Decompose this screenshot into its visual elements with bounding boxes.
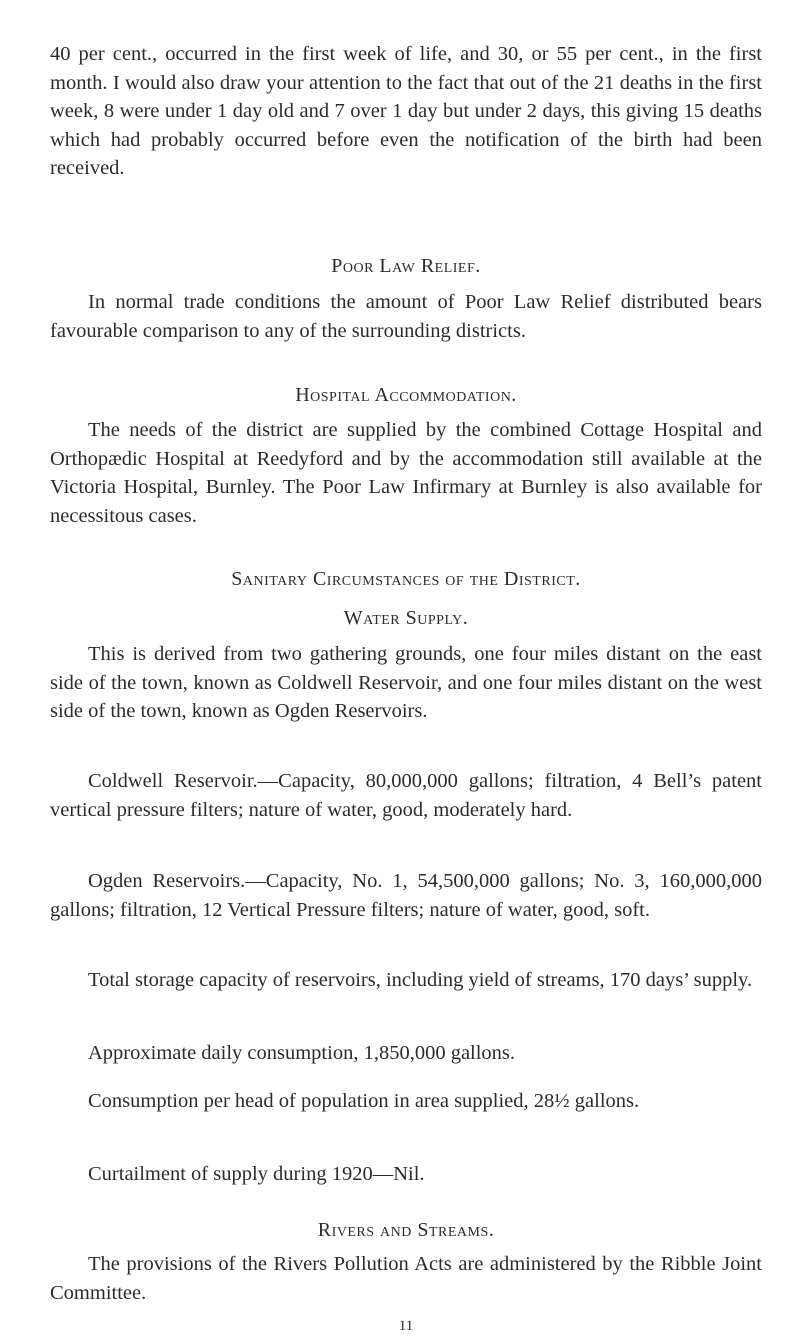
heading-water-supply: Water Supply.: [343, 607, 469, 629]
paragraph-rivers-pollution: The provisions of the Rivers Pollution Acts are administered by the Ribble Joint Committee.: [50, 1253, 762, 1304]
paragraph-coldwell-reservoir: Coldwell Reservoir.—Capacity, 80,000,000 gallons; filtration, 4 Bell’s patent vertical pressure filters; nature of water, good, moderately hard.: [50, 770, 762, 821]
paragraph-poor-law-relief: In normal trade conditions the amount of Poor Law Relief distributed bears favourable comparison to any of the surrounding districts.: [50, 291, 762, 342]
paragraph-consumption-per-head: Consumption per head of population in area supplied, 28½ gallons.: [88, 1090, 640, 1112]
page-number: 11: [398, 1318, 414, 1334]
paragraph-ogden-reservoirs: Ogden Reservoirs.—Capacity, No. 1, 54,500,000 gallons; No. 3, 160,000,000 gallons; filtration, 12 Vertical Pressure filters; nature of water, good, soft.: [50, 870, 762, 921]
paragraph-curtailment: Curtailment of supply during 1920—Nil.: [88, 1163, 425, 1185]
heading-rivers-and-streams: Rivers and Streams.: [317, 1219, 495, 1241]
paragraph-water-source: This is derived from two gathering grounds, one four miles distant on the east side of the town, known as Coldwell Reservoir, and one four miles distant on the west side of the town, known as Ogden Reservoirs.: [50, 643, 762, 722]
paragraph-daily-consumption: Approximate daily consumption, 1,850,000 gallons.: [88, 1042, 516, 1064]
heading-sanitary-circumstances: Sanitary Circumstances of the District.: [231, 568, 581, 590]
heading-hospital-accommodation: Hospital Accommodation.: [295, 384, 517, 406]
paragraph-hospital-accommodation: The needs of the district are supplied by the combined Cottage Hospital and Orthopædic Hospital at Reedyford and by the accommodation still available at the Victoria Hospital, Burnley. The Poor Law Infirmary at Burnley is also available for necessitous cases.: [50, 419, 762, 527]
paragraph-storage-capacity: Total storage capacity of reservoirs, including yield of streams, 170 days’ supply.: [88, 969, 753, 991]
paragraph-infant-deaths: 40 per cent., occurred in the first week of life, and 30, or 55 per cent., in the first month. I would also draw your attention to the fact that out of the 21 deaths in the first week, 8 were under 1 day old and 7 over 1 day but under 2 days, this giving 15 deaths which had probably occurred before even the notification of the birth had been received.: [50, 43, 762, 179]
heading-poor-law-relief: Poor Law Relief.: [331, 255, 481, 277]
